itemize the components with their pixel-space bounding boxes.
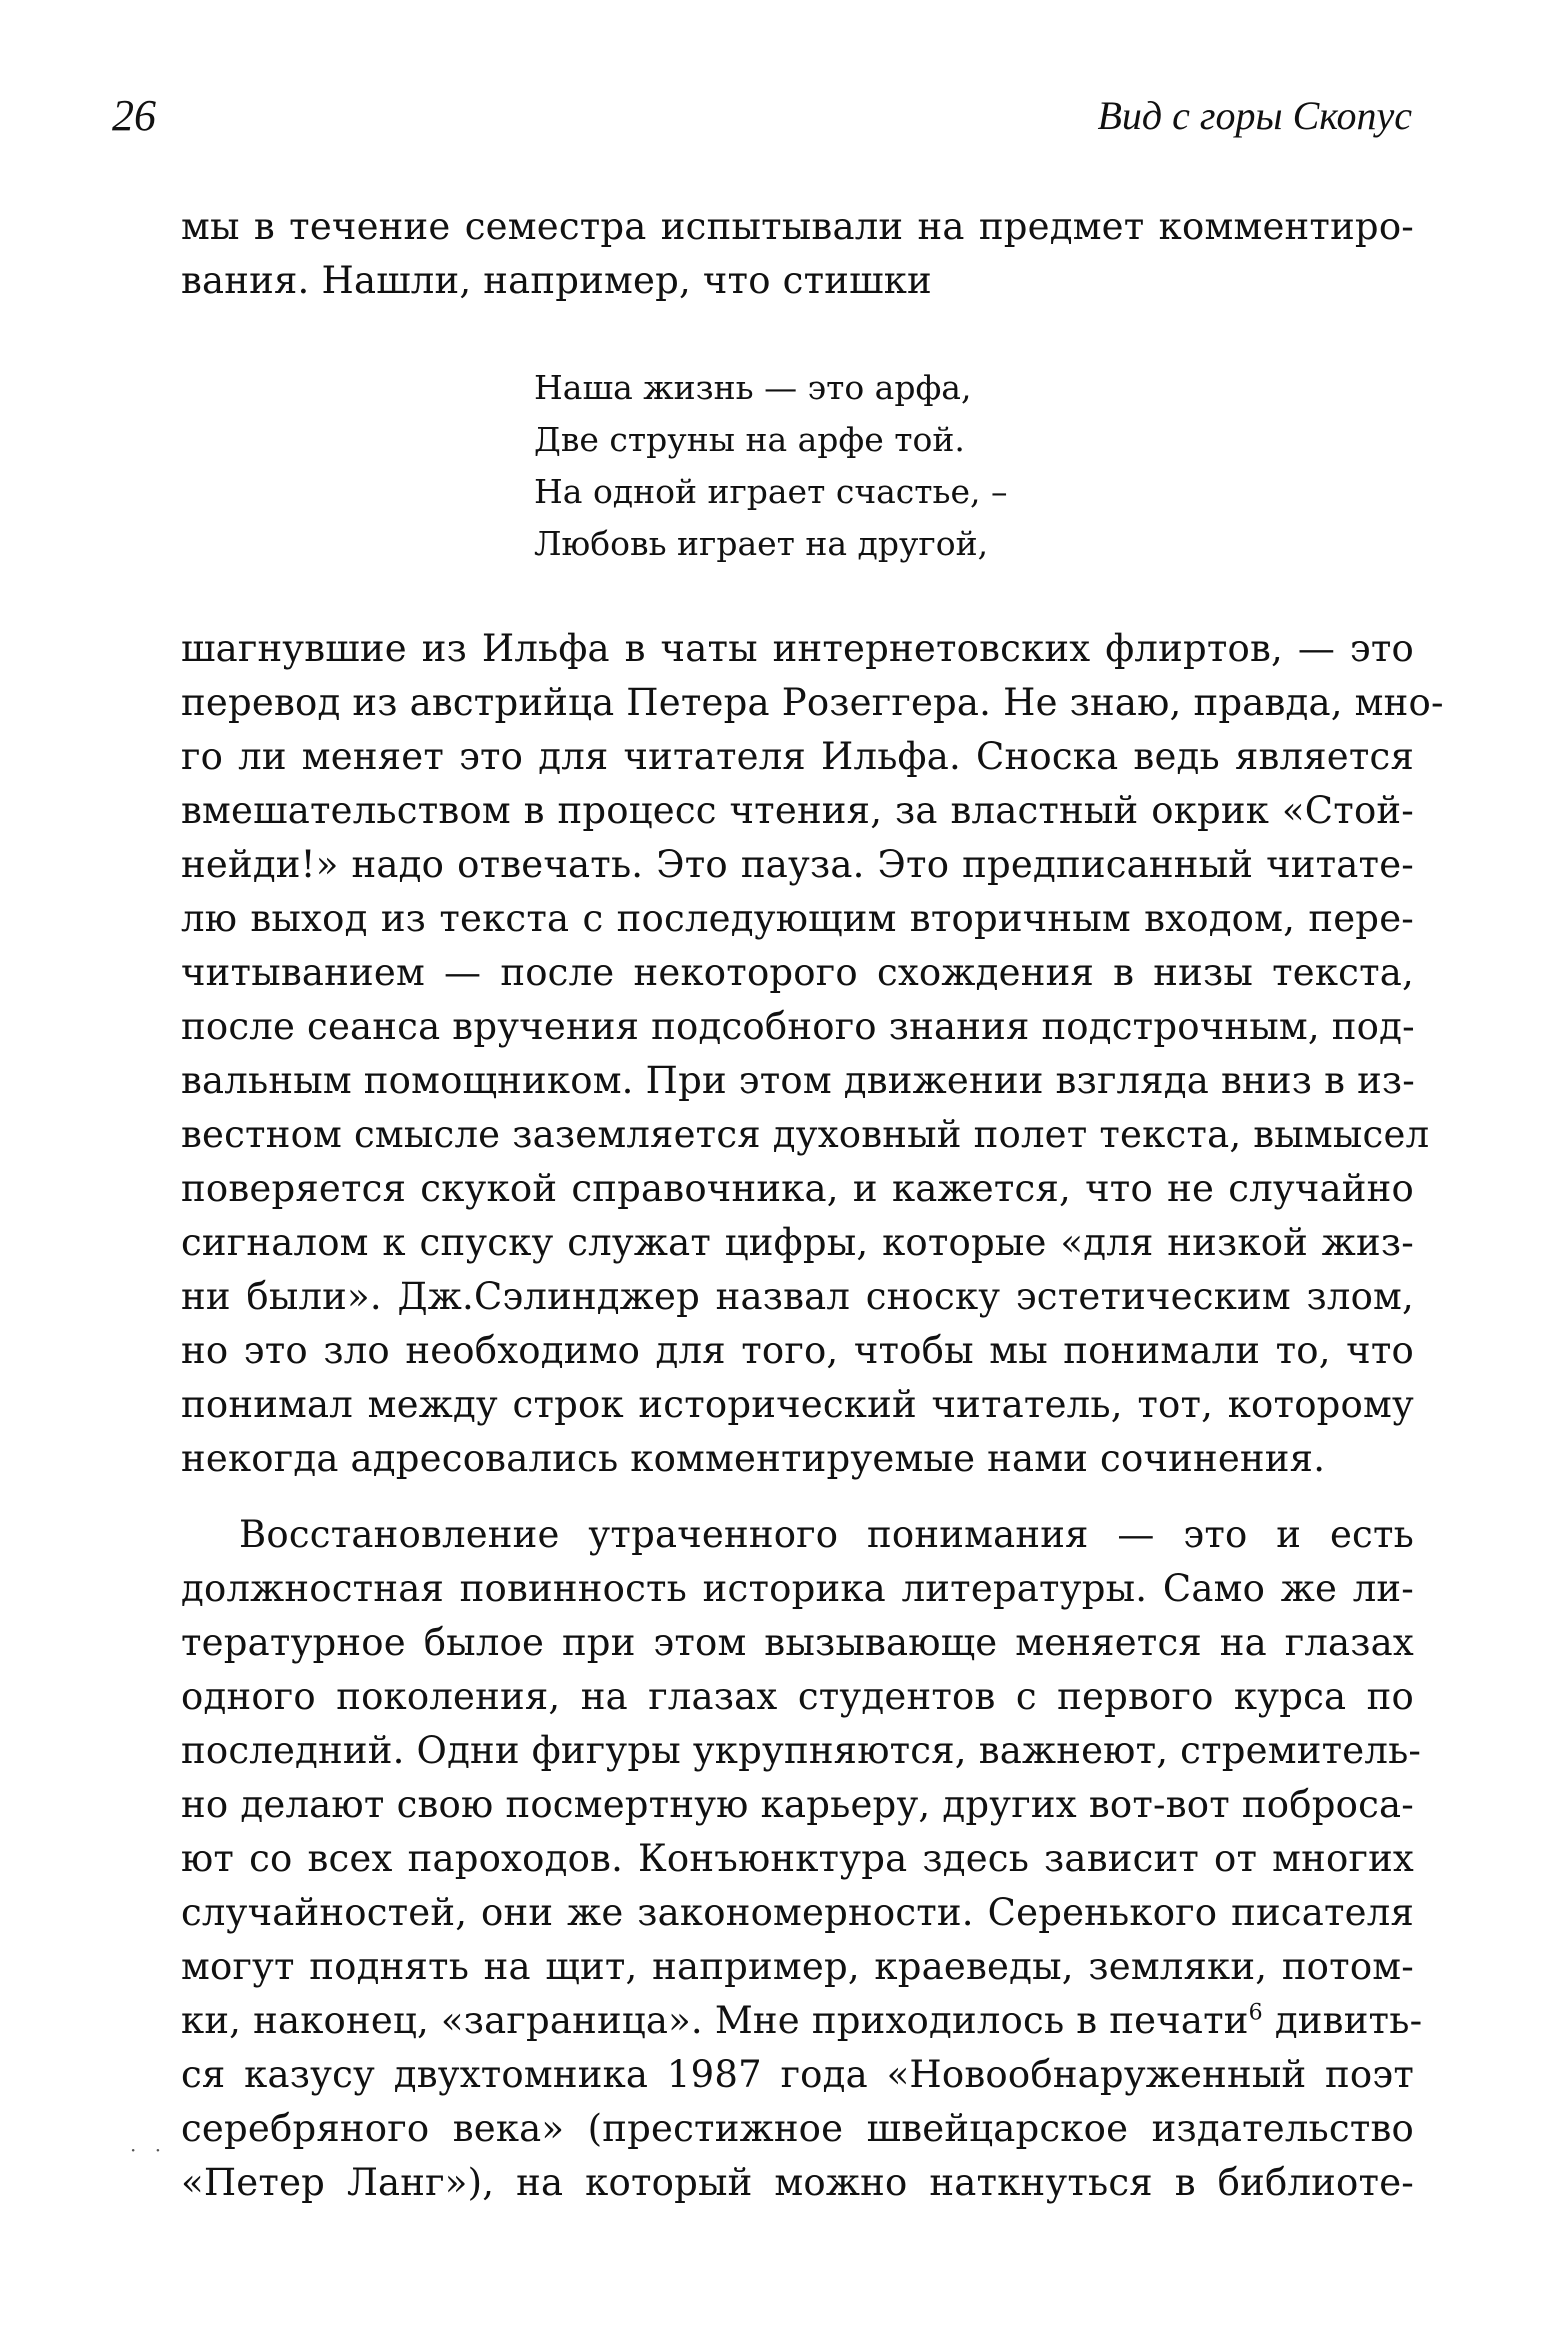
text-line: Восстановление утраченного понимания — это и есть <box>239 1513 1414 1556</box>
margin-dots: · · <box>130 2138 168 2162</box>
text-line: понимал между строк исторический читатель, тот, которому <box>181 1383 1414 1426</box>
paragraph-3 <box>181 1508 1423 2210</box>
text-line: читыванием — после некоторого схождения в низы текста, <box>181 951 1414 994</box>
text-line: некогда адресовались комментируемые нами сочинения. <box>181 1437 1326 1480</box>
text-line: случайностей, они же закономерности. Серенького писателя <box>181 1891 1414 1934</box>
text-line: нейди!» надо отвечать. Это пауза. Это предписанный читате- <box>181 843 1414 886</box>
poem-line: Две струны на арфе той. <box>534 420 965 459</box>
poem-line: Любовь играет на другой, <box>534 524 989 563</box>
text-line: ни были». Дж.Сэлинджер назвал сноску эстетическим злом, <box>181 1275 1414 1318</box>
page-number: 26 <box>112 91 156 140</box>
poem-quote <box>534 362 1008 570</box>
text-line: лю выход из текста с последующим вторичным входом, пере- <box>181 897 1414 940</box>
paragraph-1 <box>181 200 1414 308</box>
text-line: одного поколения, на глазах студентов с первого курса по <box>181 1675 1414 1718</box>
text-line: ся казусу двухтомника 1987 года «Новообнаруженный поэт <box>181 2053 1414 2096</box>
text-line: но это зло необходимо для того, чтобы мы понимали то, что <box>181 1329 1414 1372</box>
text-line: мы в течение семестра испытывали на предмет комментиро- <box>181 205 1414 248</box>
text-line: «Петер Ланг»), на который можно наткнуться в библиоте- <box>181 2161 1414 2204</box>
poem-line: На одной играет счастье, – <box>534 472 1008 511</box>
text-line: должностная повинность историка литературы. Само же ли- <box>181 1567 1414 1610</box>
running-title: Вид с горы Скопус <box>1097 93 1412 138</box>
text-segment: ки, наконец, «заграница». Мне приходилось в печати <box>181 1999 1249 2042</box>
text-line-with-footnote <box>181 1994 1423 2048</box>
text-line: вмешательством в процесс чтения, за властный окрик «Стой- <box>181 789 1414 832</box>
text-line: поверяется скукой справочника, и кажется, что не случайно <box>181 1167 1414 1210</box>
text-line: вестном смысле заземляется духовный полет текста, вымысел <box>181 1113 1430 1156</box>
poem-line: Наша жизнь — это арфа, <box>534 368 972 407</box>
text-line: последний. Одни фигуры укрупняются, важнеют, стремитель- <box>181 1729 1422 1772</box>
text-line: тературное былое при этом вызывающе меняется на глазах <box>181 1621 1414 1664</box>
page-header <box>112 92 1412 152</box>
text-line: вальным помощником. При этом движении взгляда вниз в из- <box>181 1059 1416 1102</box>
text-line: ют со всех пароходов. Конъюнктура здесь зависит от многих <box>181 1837 1414 1880</box>
text-segment: дивить- <box>1262 1999 1423 2042</box>
text-line: перевод из австрийца Петера Розеггера. Не знаю, правда, мно- <box>181 681 1444 724</box>
text-line: шагнувшие из Ильфа в чаты интернетовских флиртов, — это <box>181 627 1414 670</box>
text-line: после сеанса вручения подсобного знания подстрочным, под- <box>181 1005 1415 1048</box>
text-line: го ли меняет это для читателя Ильфа. Сноска ведь является <box>181 735 1414 778</box>
footnote-mark[interactable]: 6 <box>1248 2000 1263 2026</box>
text-line: сигналом к спуску служат цифры, которые «для низкой жиз- <box>181 1221 1414 1264</box>
paragraph-2 <box>181 622 1444 1486</box>
text-line: серебряного века» (престижное швейцарское издательство <box>181 2107 1414 2150</box>
text-line: могут поднять на щит, например, краеведы, земляки, потом- <box>181 1945 1414 1988</box>
text-line: но делают свою посмертную карьеру, других вот-вот поброса- <box>181 1783 1414 1826</box>
text-line: вания. Нашли, например, что стишки <box>181 259 932 302</box>
